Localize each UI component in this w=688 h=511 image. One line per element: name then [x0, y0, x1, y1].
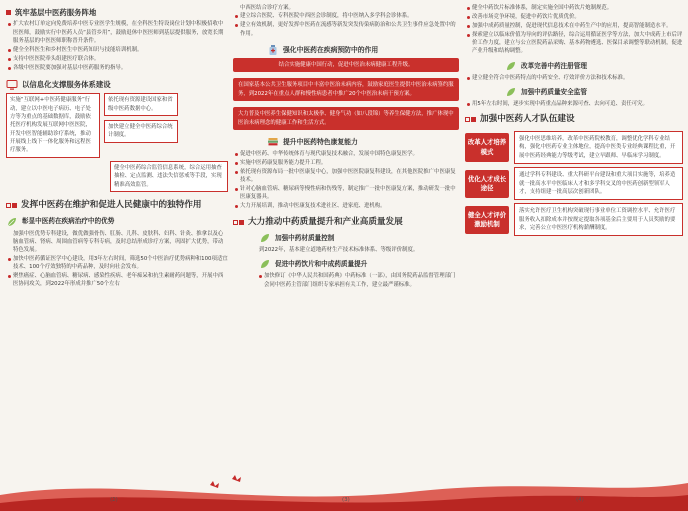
column-page-4: [465, 4, 683, 239]
treatment-list: [6, 255, 228, 289]
section-health-role-title: 发挥中医药在维护和促进人民健康中的独特作用: [6, 200, 228, 212]
section-informatization-title: 以信息化支撑服务体系建设: [6, 79, 228, 91]
registration-list: [465, 74, 683, 82]
incentive-text: 落实允许医疗卫生机构突破现行事业单位工资调控水平、允许医疗服务收入扣除成本并按规定提取各项基金后主要用于人员奖励的要求，完善公立中医医疗机构薪酬制度。: [514, 203, 683, 236]
statistics-box: 加快建立健全中医药综合统计制度。: [104, 120, 178, 143]
section-talent-title: 加强中医药人才队伍建设: [465, 114, 683, 126]
list-item: 扩大农村订单定向免费培养中医专业医学生规模，在全科医生特设岗位计划中积极招收中医医师，鼓励实行中医药人员“县管乡用”，鼓励退休中医医师到基层提供服务，放宽长期服务基层的中医医师职称晋升条件。: [6, 20, 228, 45]
herb-control-text: 到2022年，基本建立道地药材生产技术标准体系、等级评价制度。: [259, 247, 419, 254]
column-page-3: [233, 4, 459, 290]
internet-plus-box: 实施“互联网+中医药健康服务”行动，建立以中医电子病历、电子处方等为重点的基础数据库，鼓励依托医疗机构发展互联网中医医院，开发中医智能辅助诊疗系统，推动开展线上线下一体化服务和远程医疗服务。: [6, 93, 100, 158]
section-treatment-title: 彰显中医药在疾病治疗中的优势: [6, 216, 228, 228]
continued-text: 中西医结合诊疗方案。: [240, 5, 294, 11]
informatization-right: [104, 93, 228, 158]
list-item: 各级中医医院要加强对基层中医药服务的指导。: [6, 64, 228, 72]
column-page-2: [6, 4, 228, 289]
training-label: 改革人才培养模式: [465, 133, 509, 162]
square-bullet-icon: [6, 10, 11, 15]
decoction-list: [233, 272, 459, 289]
talent-row-growth: [465, 167, 683, 200]
list-item: 健全中药饮片标准体系，制定实施全国中药饮片炮制规范。: [465, 4, 683, 12]
growth-label: 优化人才成长途径: [465, 170, 509, 199]
computer-icon: [6, 79, 18, 91]
page-number: (3): [342, 497, 350, 504]
talent-row-incentive: [465, 203, 683, 236]
data-center-box: 依托现有资源建设国家和省级中医药数据中心。: [104, 93, 178, 116]
list-item: 探索建立以临床价值为导向的评估路径，综合运用循证医学等方法，加大中成药上市后评价工作力度，建立与公立医院药品采购、基本药物遴选、医保目录调整等联动机制，促进产业升级和结构调整。: [465, 31, 683, 56]
page-number: (4): [576, 497, 584, 504]
growth-text: 通过学科专科建设、重大科研平台建设和重大项目实施等，培养造就一批高水平中医临床人才和多学科交叉的中医药创新型领军人才，支持组建一批高层次创新团队。: [514, 167, 683, 200]
page-number: (2): [110, 497, 118, 504]
double-square-icon: [6, 203, 17, 208]
list-item: 加强中成药质量控制，促进现代信息技术在中药生产中的应用，提高智能制造水平。: [465, 22, 683, 30]
treatment-text: 加强中医优势专科建设，做优做强骨伤、肛肠、儿科、皮肤科、妇科、针灸、推拿以及心脑血管病、肾病、周围血管病等专科专病，及时总结形成诊疗方案，巩固扩大优势，带动特色发展。: [13, 230, 224, 254]
rehab-list: [233, 150, 459, 211]
grassroots-list: [6, 20, 228, 72]
herb-leaf-icon: [6, 216, 18, 228]
prevention-box-1: 结合实施健康中国行动，促进中医治未病健康工程升级。: [233, 58, 459, 72]
double-square-icon: [233, 220, 244, 225]
safety-list: [465, 100, 683, 108]
section-prevention-title: 强化中医药在疾病预防中的作用: [233, 44, 459, 56]
books-icon: [267, 136, 279, 148]
list-item: 加快中医药循证医学中心建设，用3年左右时间，筛选50个中医治疗优势病种和100项适宜技术、100个疗效独特的中药品种，及时向社会发布。: [6, 255, 228, 272]
list-item: 健全全科医生和乡村医生中医药知识与技能培训机制。: [6, 46, 228, 54]
herb-leaf-icon: [259, 258, 271, 270]
section-grassroots-title: 筑牢基层中医药服务阵地: [6, 7, 228, 18]
list-item: 促进中医药、中华传统体育与现代康复技术融合，发展中国特色康复医学。: [233, 150, 459, 158]
section-decoction-title: 促进中药饮片和中成药质量提升: [233, 258, 459, 270]
section-registration-title: 改革完善中药注册管理: [465, 60, 683, 72]
section-safety-title: 加强中药质量安全监管: [465, 86, 683, 98]
list-item: 改善市场竞争环境，促进中药饮片优质优价。: [465, 13, 683, 21]
herb-leaf-icon: [505, 86, 517, 98]
list-item: 支持中医医院牵头组建医疗联合体。: [6, 55, 228, 63]
section-quality-industry-title: 大力推动中药质量提升和产业高质量发展: [233, 217, 459, 229]
prevention-box-3: 大力普及中医养生保健知识和太极拳、健身气功（如八段锦）等养生保健方法，推广体现中医治未病理念的健康工作和生活方式。: [233, 107, 459, 130]
list-item: 针对心脑血管病、糖尿病等慢性病和伤残等，制定推广一批中医康复方案，推动研发一批中医康复器具。: [233, 185, 459, 202]
list-item: 加快修订《中华人民共和国药典》中药标准（一部），由国务院药品监督管理部门会同中医药主管部门组织专家承担有关工作，建立最严谨标准。: [257, 272, 459, 289]
double-square-icon: [465, 117, 476, 122]
talent-row-training: [465, 131, 683, 164]
quality-list: [465, 4, 683, 56]
list-item: 建立综合医院、专科医院中西医会诊制度，将中医纳入多学科会诊体系。: [233, 12, 459, 20]
list-item: 建立健全符合中医药特点的中药安全、疗效评价方法和技术标准。: [465, 74, 683, 82]
section-herb-control-title: 加强中药材质量控制: [233, 232, 459, 244]
prevention-box-2: 在国家基本公共卫生服务项目中丰富中医治未病内容，鼓励家庭医生提供中医治未病签约服务，到2022年在重点人群和慢性病患者中推广20个中医治未病干预方案。: [233, 78, 459, 101]
supervision-box: 健全中医药综合监管信息系统，综合运用抽查抽检、定点监测、违法失信惩戒等手段，实现精准高效监管。: [110, 161, 228, 192]
list-item: 实施中医药康复服务能力提升工程。: [233, 159, 459, 167]
incentive-label: 健全人才评价激励机制: [465, 206, 509, 235]
training-text: 强化中医思维培养，改革中医药院校教育，调整优化学科专业结构，强化中医药专业主体地位，提高中医类专业经典课程比重，开展中医药经典能力等级考试，建立早跟师、早临床学习制度。: [514, 131, 683, 164]
list-item: 大力开展培训，推动中医康复技术进社区、进家庭、进机构。: [233, 202, 459, 210]
section-rehab-title: 提升中医药特色康复能力: [233, 136, 459, 148]
consultation-list: [233, 12, 459, 38]
list-item: 用5年左右时间，逐步实现中药重点品种来源可查、去向可追、责任可究。: [465, 100, 683, 108]
list-item: 建立有效机制，更好发挥中医药在流感等新发突发传染病防治和公共卫生事件应急处置中的作用。: [233, 21, 459, 38]
informatization-boxes: [6, 93, 228, 158]
herb-leaf-icon: [259, 232, 271, 244]
medicine-bottle-icon: [267, 44, 279, 56]
list-item: 聚焦癌症、心脑血管病、糖尿病、感染性疾病、老年痴呆和抗生素耐药问题等，开展中西医协同攻关，到2022年形成并推广50个左右: [6, 272, 228, 289]
herb-leaf-icon: [505, 60, 517, 72]
list-item: 依托现有资源布局一批中医康复中心，加强中医医院康复科建设，在其他医院推广中医康复技术。: [233, 168, 459, 185]
